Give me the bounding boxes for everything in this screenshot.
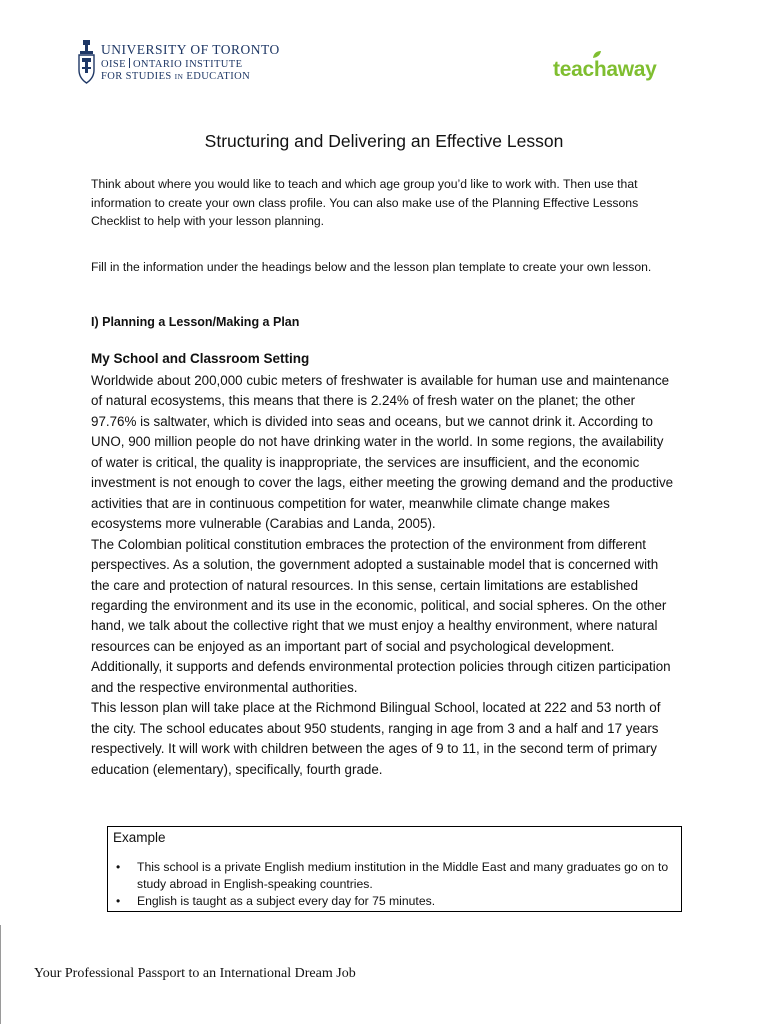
body-text <box>91 371 677 780</box>
teachaway-logo <box>553 50 673 82</box>
crest-icon <box>78 40 95 84</box>
example-box <box>107 826 682 912</box>
studies-label: FOR STUDIES <box>101 71 172 82</box>
oise-label: OISE <box>101 59 126 70</box>
subheading: My School and Classroom Setting <box>91 351 310 366</box>
body-paragraph: Worldwide about 200,000 cubic meters of freshwater is available for human use and maintenance of natural ecosystems, this means that there is 2.24% of fresh water on the planet; the other 97.76% is saltwater, which is divided into seas and oceans, but we cannot drink it. According to UNO, 900 million people do not have drinking water in the world. In some regions, the availability of water is critical, the quality is inappropriate, the services are insufficient, and the economic investment is not enough to cover the lags, either meeting the growing demand and the productive activities that are in continuous competition for water, meanwhile climate change makes ecosystems more vulnerable (Carabias and Landa, 2005). <box>91 373 674 532</box>
education-label: EDUCATION <box>186 71 251 82</box>
example-list <box>113 859 673 910</box>
university-name: UNIVERSITY OF TORONTO <box>101 42 280 57</box>
intro-paragraph: Think about where you would like to teach and which age group you’d like to work with. Then use that information to create your own class profile. You can also make use of the Planning Effective Lessons Checklist to help with your lesson planning. <box>91 177 639 228</box>
margin-divider <box>0 925 1 1024</box>
bullet-icon: • <box>116 860 121 874</box>
list-item-text: English is taught as a subject every day for 75 minutes. <box>137 894 436 908</box>
logo-separator <box>129 58 130 68</box>
example-title: Example <box>113 830 166 845</box>
body-paragraph: The Colombian political constitution embraces the protection of the environment from different perspectives. As a solution, the government adopted a sustainable model that is concerned with the care and protection of natural resources. In this sense, certain limitations are established regarding the environment and its use in the economic, political, and social spheres. On the other hand, we talk about the collective right that we must enjoy a healthy environment, where natural resources can be enjoyed as an important part of social and psychological development. Additionally, it supports and defends environmental protection policies through citizen participation and the respective environmental authorities. <box>91 536 671 695</box>
list-item <box>113 893 673 910</box>
in-label: IN <box>174 72 184 81</box>
teachaway-wordmark: teachaway <box>553 58 657 81</box>
institute-name: ONTARIO INSTITUTE <box>132 59 243 70</box>
intro-paragraph: Fill in the information under the headings below and the lesson plan template to create your own lesson. <box>91 260 652 274</box>
page-title: Structuring and Delivering an Effective Lesson <box>204 131 564 151</box>
list-item-text: This school is a private English medium institution in the Middle East and many graduates go on to study abroad in English-speaking countries. <box>137 860 669 891</box>
list-item <box>113 859 673 893</box>
section-heading: I) Planning a Lesson/Making a Plan <box>91 315 300 329</box>
institute-line <box>101 58 280 71</box>
university-of-toronto-logo <box>78 40 280 90</box>
bullet-icon: • <box>116 894 121 908</box>
studies-line <box>101 71 280 83</box>
footer-tagline: Your Professional Passport to an International Dream Job <box>34 966 356 981</box>
body-paragraph: This lesson plan will take place at the Richmond Bilingual School, located at 222 and 53 north of the city. The school educates about 950 students, ranging in age from 3 and a half and 17 years respectively. It will work with children between the ages of 9 to 11, in the second term of primary education (elementary), specifically, fourth grade. <box>91 700 661 777</box>
